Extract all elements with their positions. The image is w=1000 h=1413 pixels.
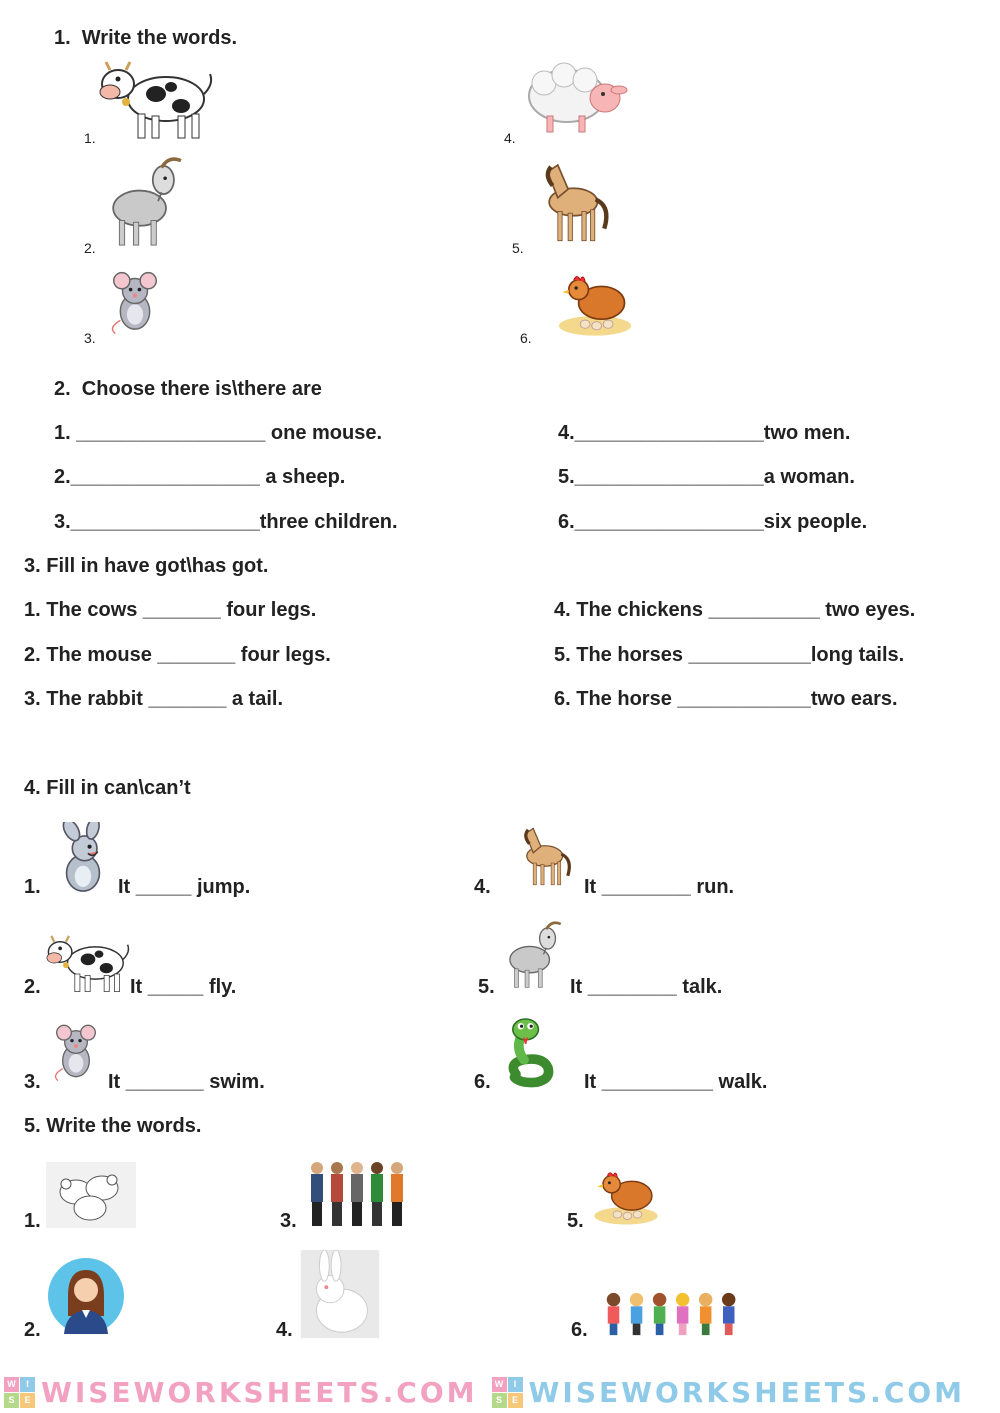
s3-line-1: 1. The cows _______ four legs. xyxy=(24,599,317,621)
s4-num-1: 1. xyxy=(24,876,41,898)
s4-text-3: It _______ swim. xyxy=(108,1071,265,1093)
s4-text-1: It _____ jump. xyxy=(118,876,251,898)
s4-num-3: 3. xyxy=(24,1071,41,1093)
s3-line-2: 2. The mouse _______ four legs. xyxy=(24,644,331,666)
hen-icon xyxy=(590,1160,662,1230)
s4-num-5: 5. xyxy=(478,976,495,998)
woman-icon xyxy=(46,1256,126,1336)
section5-title: 5. Write the words. xyxy=(24,1115,202,1137)
children-group-icon xyxy=(598,1290,750,1338)
brand-text: WISEWORKSHEETS.COM xyxy=(528,1376,966,1409)
s2-line-4: 4._________________two men. xyxy=(558,422,851,444)
s5-num-2: 2. xyxy=(24,1319,41,1341)
cow-icon xyxy=(96,54,216,144)
s2-line-2: 2._________________ a sheep. xyxy=(54,466,346,488)
s4-text-6: It __________ walk. xyxy=(584,1071,768,1093)
snake-icon xyxy=(500,1014,564,1088)
brand-text: WISEWORKSHEETS.COM xyxy=(41,1376,478,1409)
s2-line-5: 5._________________a woman. xyxy=(558,466,855,488)
goat-icon xyxy=(500,914,566,996)
s2-line-1: 1. _________________ one mouse. xyxy=(54,422,383,444)
mouse-icon xyxy=(102,260,168,344)
s4-text-2: It _____ fly. xyxy=(130,976,237,998)
s1-num-4: 4. xyxy=(504,130,516,146)
horse-icon xyxy=(514,816,578,896)
section4-title: 4. Fill in can\can’t xyxy=(24,777,191,799)
s1-num-1: 1. xyxy=(84,130,96,146)
cow-icon xyxy=(44,930,132,996)
section3-title: 3. Fill in have got\has got. xyxy=(24,555,269,577)
section1-title: 1. Write the words. xyxy=(54,27,237,49)
s5-num-6: 6. xyxy=(571,1319,588,1341)
s3-line-5: 5. The horses ___________long tails. xyxy=(554,644,905,666)
mouse-icon xyxy=(46,1014,106,1090)
s2-line-3: 3._________________three children. xyxy=(54,511,398,533)
horse-icon xyxy=(532,150,618,254)
logo-icon: W I S E xyxy=(492,1377,523,1408)
s3-line-3: 3. The rabbit _______ a tail. xyxy=(24,688,284,710)
white-rabbit-icon xyxy=(300,1250,380,1338)
s4-num-6: 6. xyxy=(474,1071,491,1093)
s5-num-4: 4. xyxy=(276,1319,293,1341)
s4-text-5: It ________ talk. xyxy=(570,976,723,998)
sheep-icon xyxy=(518,58,630,138)
section2-title: 2. Choose there is\there are xyxy=(54,378,322,400)
s1-num-3: 3. xyxy=(84,330,96,346)
s5-num-5: 5. xyxy=(567,1210,584,1232)
s1-num-5: 5. xyxy=(512,240,524,256)
s1-num-6: 6. xyxy=(520,330,532,346)
s5-num-1: 1. xyxy=(24,1210,41,1232)
s2-line-6: 6._________________six people. xyxy=(558,511,868,533)
footer-watermark xyxy=(0,1372,1000,1413)
mice-sketch-icon xyxy=(46,1162,136,1228)
s3-line-4: 4. The chickens __________ two eyes. xyxy=(554,599,916,621)
men-group-icon xyxy=(304,1158,406,1228)
s5-num-3: 3. xyxy=(280,1210,297,1232)
hen-icon xyxy=(554,262,636,342)
goat-icon xyxy=(100,150,188,254)
logo-icon: W I S E xyxy=(4,1377,35,1408)
s3-line-6: 6. The horse ____________two ears. xyxy=(554,688,898,710)
s4-num-2: 2. xyxy=(24,976,41,998)
s1-num-2: 2. xyxy=(84,240,96,256)
s4-num-4: 4. xyxy=(474,876,491,898)
s4-text-4: It ________ run. xyxy=(584,876,735,898)
rabbit-icon xyxy=(48,822,118,896)
